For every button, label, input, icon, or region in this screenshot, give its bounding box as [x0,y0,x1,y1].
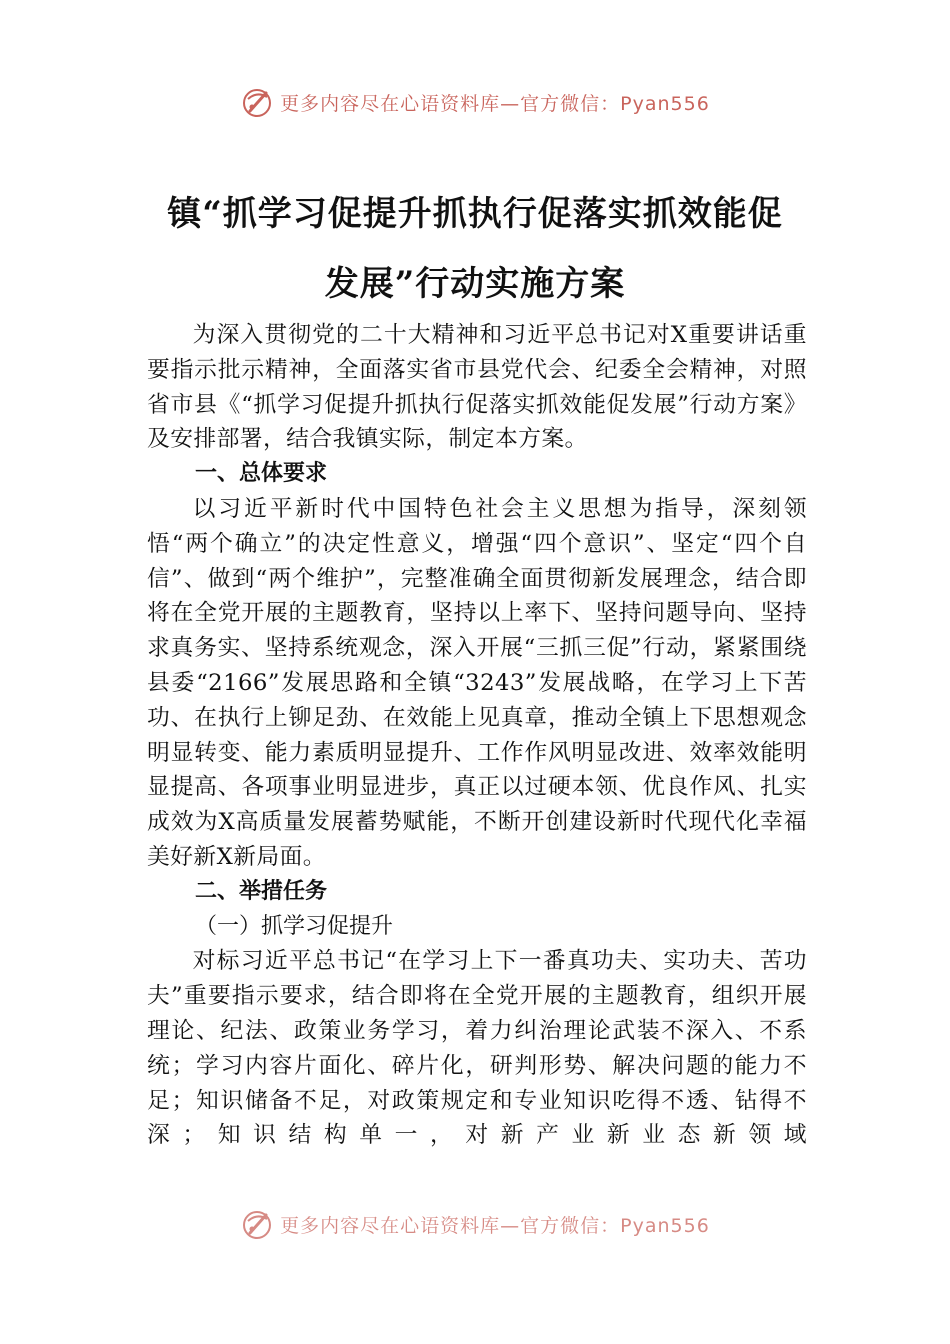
pen-logo-icon [240,1207,274,1241]
intro-paragraph: 为深入贯彻党的二十大精神和习近平总书记对X重要讲话重要指示批示精神，全面落实省市县党代会、纪委全会精神，对照省市县《“抓学习促提升抓执行促落实抓效能促发展”行动方案》及安排部署，结合我镇实际，制定本方案。 [147,322,807,453]
watermark-text: 更多内容尽在心语资料库—官方微信：Pyan556 [280,92,710,115]
section1-heading: 一、总体要求 [195,461,328,487]
document-title-line2: 发展”行动实施方案 [324,264,626,304]
subsection1-heading: （一）抓学习促提升 [195,913,394,939]
watermark-text: 更多内容尽在心语资料库—官方微信：Pyan556 [280,1214,710,1237]
watermark-top [0,82,950,122]
section2-heading: 二、举措任务 [195,878,328,904]
watermark-bottom [0,1204,950,1244]
section1-paragraph: 以习近平新时代中国特色社会主义思想为指导，深刻领悟“两个确立”的决定性意义，增强“四个意识”、坚定“四个自信”、做到“两个维护”，完整准确全面贯彻新发展理念，结合即将在全党开展的主题教育，坚持以上率下、坚持问题导向、坚持求真务实、坚持系统观念，深入开展“三抓三促”行动，紧紧围绕县委“2166”发展思路和全镇“3243”发展战略，在学习上下苦功、在执行上铆足劲、在效能上见真章，推动全镇上下思想观念明显转变、能力素质明显提升、工作作风明显改进、效率效能明显提高、各项事业明显进步，真正以过硬本领、优良作风、扎实成效为X高质量发展蓄势赋能，不断开创建设新时代现代化幸福美好新X新局面。 [147,495,807,870]
document-title-line1: 镇“抓学习促提升抓执行促落实抓效能促 [167,194,783,234]
pen-logo-icon [240,85,274,119]
document-body [147,318,807,1153]
subsection1-paragraph: 对标习近平总书记“在学习上下一番真功夫、实功夫、苦功夫”重要指示要求，结合即将在全党开展的主题教育，组织开展理论、纪法、政策业务学习，着力纠治理论武装不深入、不系统；学习内容片面化、碎片化，研判形势、解决问题的能力不足；知识储备不足，对政策规定和专业知识吃得不透、钻得不深；知识结构单一，对新产业新业态新领域 [147,948,807,1149]
